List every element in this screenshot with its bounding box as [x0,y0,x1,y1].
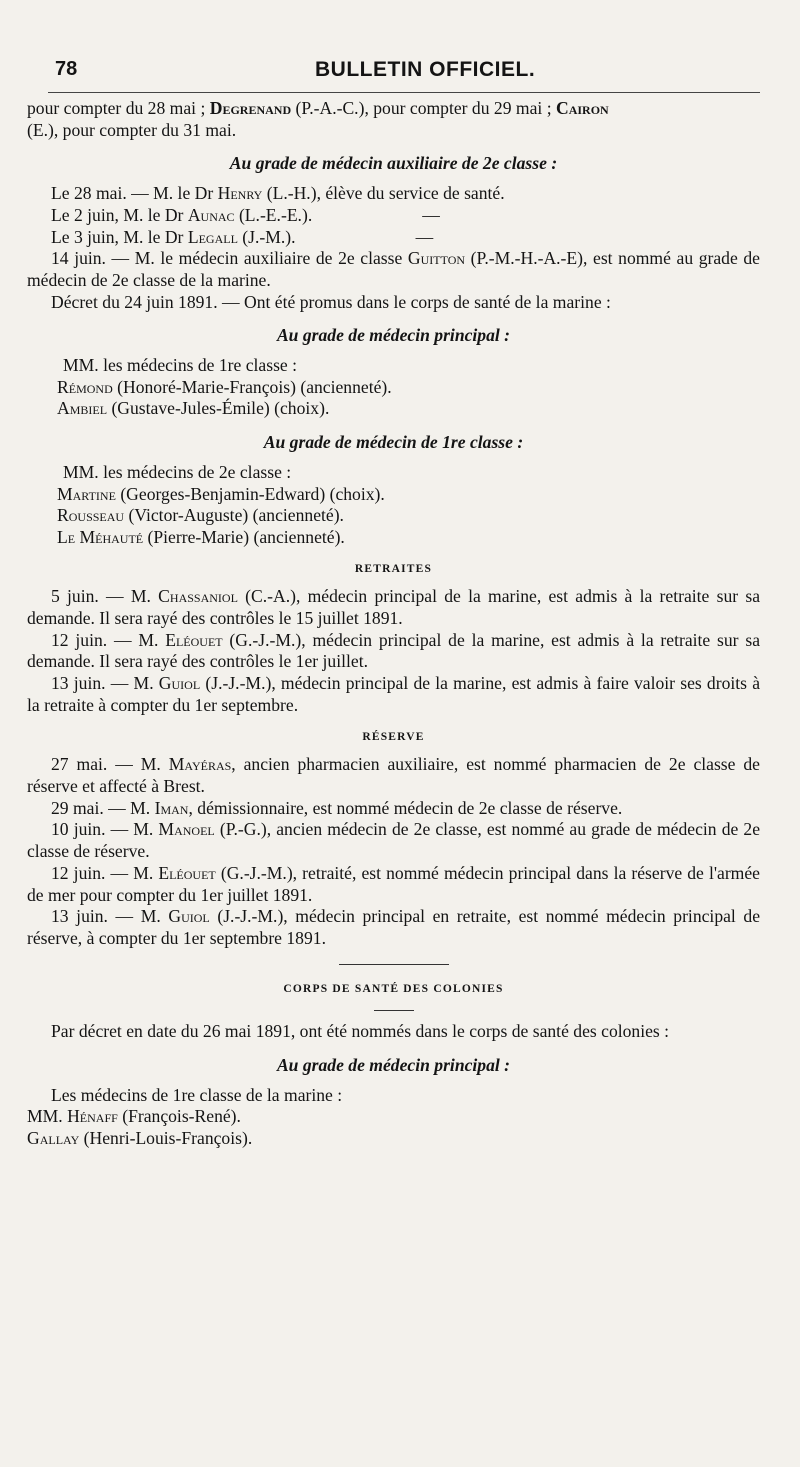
document-body [27,98,760,1150]
entry-text: (François-René). [117,1106,241,1127]
entry [27,586,760,629]
intro-text: (P.-A.-C.), pour compter du 29 mai ; [291,98,556,118]
list-item [27,505,760,527]
entry-text: (G.-J.-M.), retraité, est nommé médecin principal dans la réserve de l'armée de mer pour compter du 1er juillet 1891. [27,862,760,905]
entry-text: (G.-J.-M.), médecin principal de la marine, est admis à la retraite sur sa demande. Il sera rayé des contrôles le 1er juillet. [27,629,761,672]
section-caps-heading: RÉSERVE [362,730,425,743]
entry-text: Le 2 juin, M. le Dr [51,204,188,225]
person-name: Mayéras [168,754,232,775]
entry-text: 12 juin. — M. [51,629,166,650]
person-name: Chassaniol [158,586,238,607]
entry [27,205,760,227]
list-intro: Les médecins de 1re classe de la marine : [51,1084,343,1105]
list-item [27,1106,760,1128]
entry [27,673,760,716]
intro-text: pour compter du 28 mai ; [27,98,210,118]
person-name: Ambiel [57,398,108,419]
page-header [55,58,760,88]
person-name: Guiol [168,906,210,927]
person-name: Eléouet [165,629,223,650]
entry-text: 14 juin. — M. le médecin auxiliaire de 2e classe [51,248,408,269]
section-caps-heading: CORPS DE SANTÉ DES COLONIES [283,982,504,995]
entry [27,798,760,820]
person-name: Martine [57,483,116,504]
entry-text: 5 juin. — M. [51,586,159,607]
entry-text: (Henri-Louis-François). [79,1128,253,1149]
entry-text: (C.-A.), médecin principal de la marine, est admis à la retraite sur sa demande. Il sera rayé des contrôles le 15 juillet 1891. [27,586,760,629]
running-title: BULLETIN OFFICIEL. [315,58,536,81]
entry-text: (P.-M.-H.-A.-E), est nommé au grade de médecin de 2e classe de la marine. [27,248,760,290]
list-item [27,377,760,399]
entry-text: (Pierre-Marie) (ancienneté). [143,526,345,547]
person-name: Legall [187,226,238,247]
decree-line: Décret du 24 juin 1891. — Ont été promus dans le corps de santé de la marine : [51,291,611,312]
person-name: Hénaff [67,1106,118,1127]
entry-text: 10 juin. — M. [51,819,159,840]
entry [27,248,760,291]
entry-text: (Victor-Auguste) (ancienneté). [124,505,344,526]
entry-text: (P.-G.), ancien médecin de 2e classe, est nommé au grade de médecin de 2e classe de réserve. [27,819,761,862]
section-heading: Au grade de médecin auxiliaire de 2e classe : [229,153,558,174]
list-intro: MM. les médecins de 2e classe : [63,461,292,482]
entry [27,819,760,862]
person-name: Le Méhauté [57,526,144,547]
section-caps-heading: RETRAITES [354,562,433,575]
entry [27,754,760,797]
section-heading: Au grade de médecin principal : [276,325,511,346]
list-item [27,398,760,420]
list-intro: MM. les médecins de 1re classe : [63,355,298,376]
intro-text: (E.), pour compter du 31 mai. [27,119,237,140]
entry-text: , démissionnaire, est nommé médecin de 2e classe de réserve. [188,797,623,818]
person-name: Guiol [158,673,201,694]
entry-text: (Georges-Benjamin-Edward) (choix). [115,483,385,504]
ditto-dash: — [415,226,434,247]
entry-text: Le 28 mai. — M. le Dr [51,183,218,204]
entry-text: 27 mai. — M. [51,754,169,775]
person-name: Cairon [555,98,609,118]
intro-paragraph [27,98,760,141]
entry [27,863,760,906]
entry-text: 12 juin. — M. [51,862,159,883]
entry-text: (J.-J.-M.), médecin principal de la marine, est admis à faire valoir ses droits à la retraite à compter du 1er septembre. [27,673,760,715]
entry [27,183,760,205]
entry [27,906,760,949]
decree-line: Par décret en date du 26 mai 1891, ont été nommés dans le corps de santé des colonies : [51,1021,670,1042]
entry-text: MM. [27,1106,68,1127]
section-heading: Au grade de médecin de 1re classe : [263,432,524,453]
entry-text: (Gustave-Jules-Émile) (choix). [107,398,330,419]
person-name: Degrenand [209,98,292,118]
ditto-dash: — [422,204,440,225]
section-divider [339,964,449,965]
entry-text: 29 mai. — M. [51,797,155,818]
list-item [27,527,760,549]
page-number: 78 [55,58,78,80]
person-name: Eléouet [158,862,216,883]
list-item [27,484,760,506]
entry-text: (J.-J.-M.), médecin principal en retraite, est nommé médecin principal de réserve, à compter du 1er septembre 1891. [27,906,761,948]
person-name: Guitton [407,248,466,269]
entry-text: 13 juin. — M. [51,673,159,694]
entry-text: (L.-H.), élève du service de santé. [262,183,505,204]
header-rule [48,92,760,93]
entry-text: (J.-M.). [237,226,296,247]
list-item [27,1128,760,1150]
person-name: Henry [217,183,263,204]
section-heading: Au grade de médecin principal : [276,1055,511,1076]
person-name: Manoel [158,819,215,840]
entry-text: (L.-E.-E.). [234,204,313,225]
person-name: Iman [154,797,189,818]
person-name: Rémond [57,376,113,397]
entry [27,227,760,249]
person-name: Aunac [187,204,235,225]
person-name: Gallay [27,1128,80,1149]
entry-text: 13 juin. — M. [51,906,169,927]
entry [27,630,760,673]
entry-text: , ancien pharmacien auxiliaire, est nommé pharmacien de 2e classe de réserve et affecté à Brest. [27,754,760,796]
section-divider [374,1010,414,1011]
entry-text: Le 3 juin, M. le Dr [51,226,188,247]
person-name: Rousseau [57,505,125,526]
entry-text: (Honoré-Marie-François) (ancienneté). [112,376,392,397]
